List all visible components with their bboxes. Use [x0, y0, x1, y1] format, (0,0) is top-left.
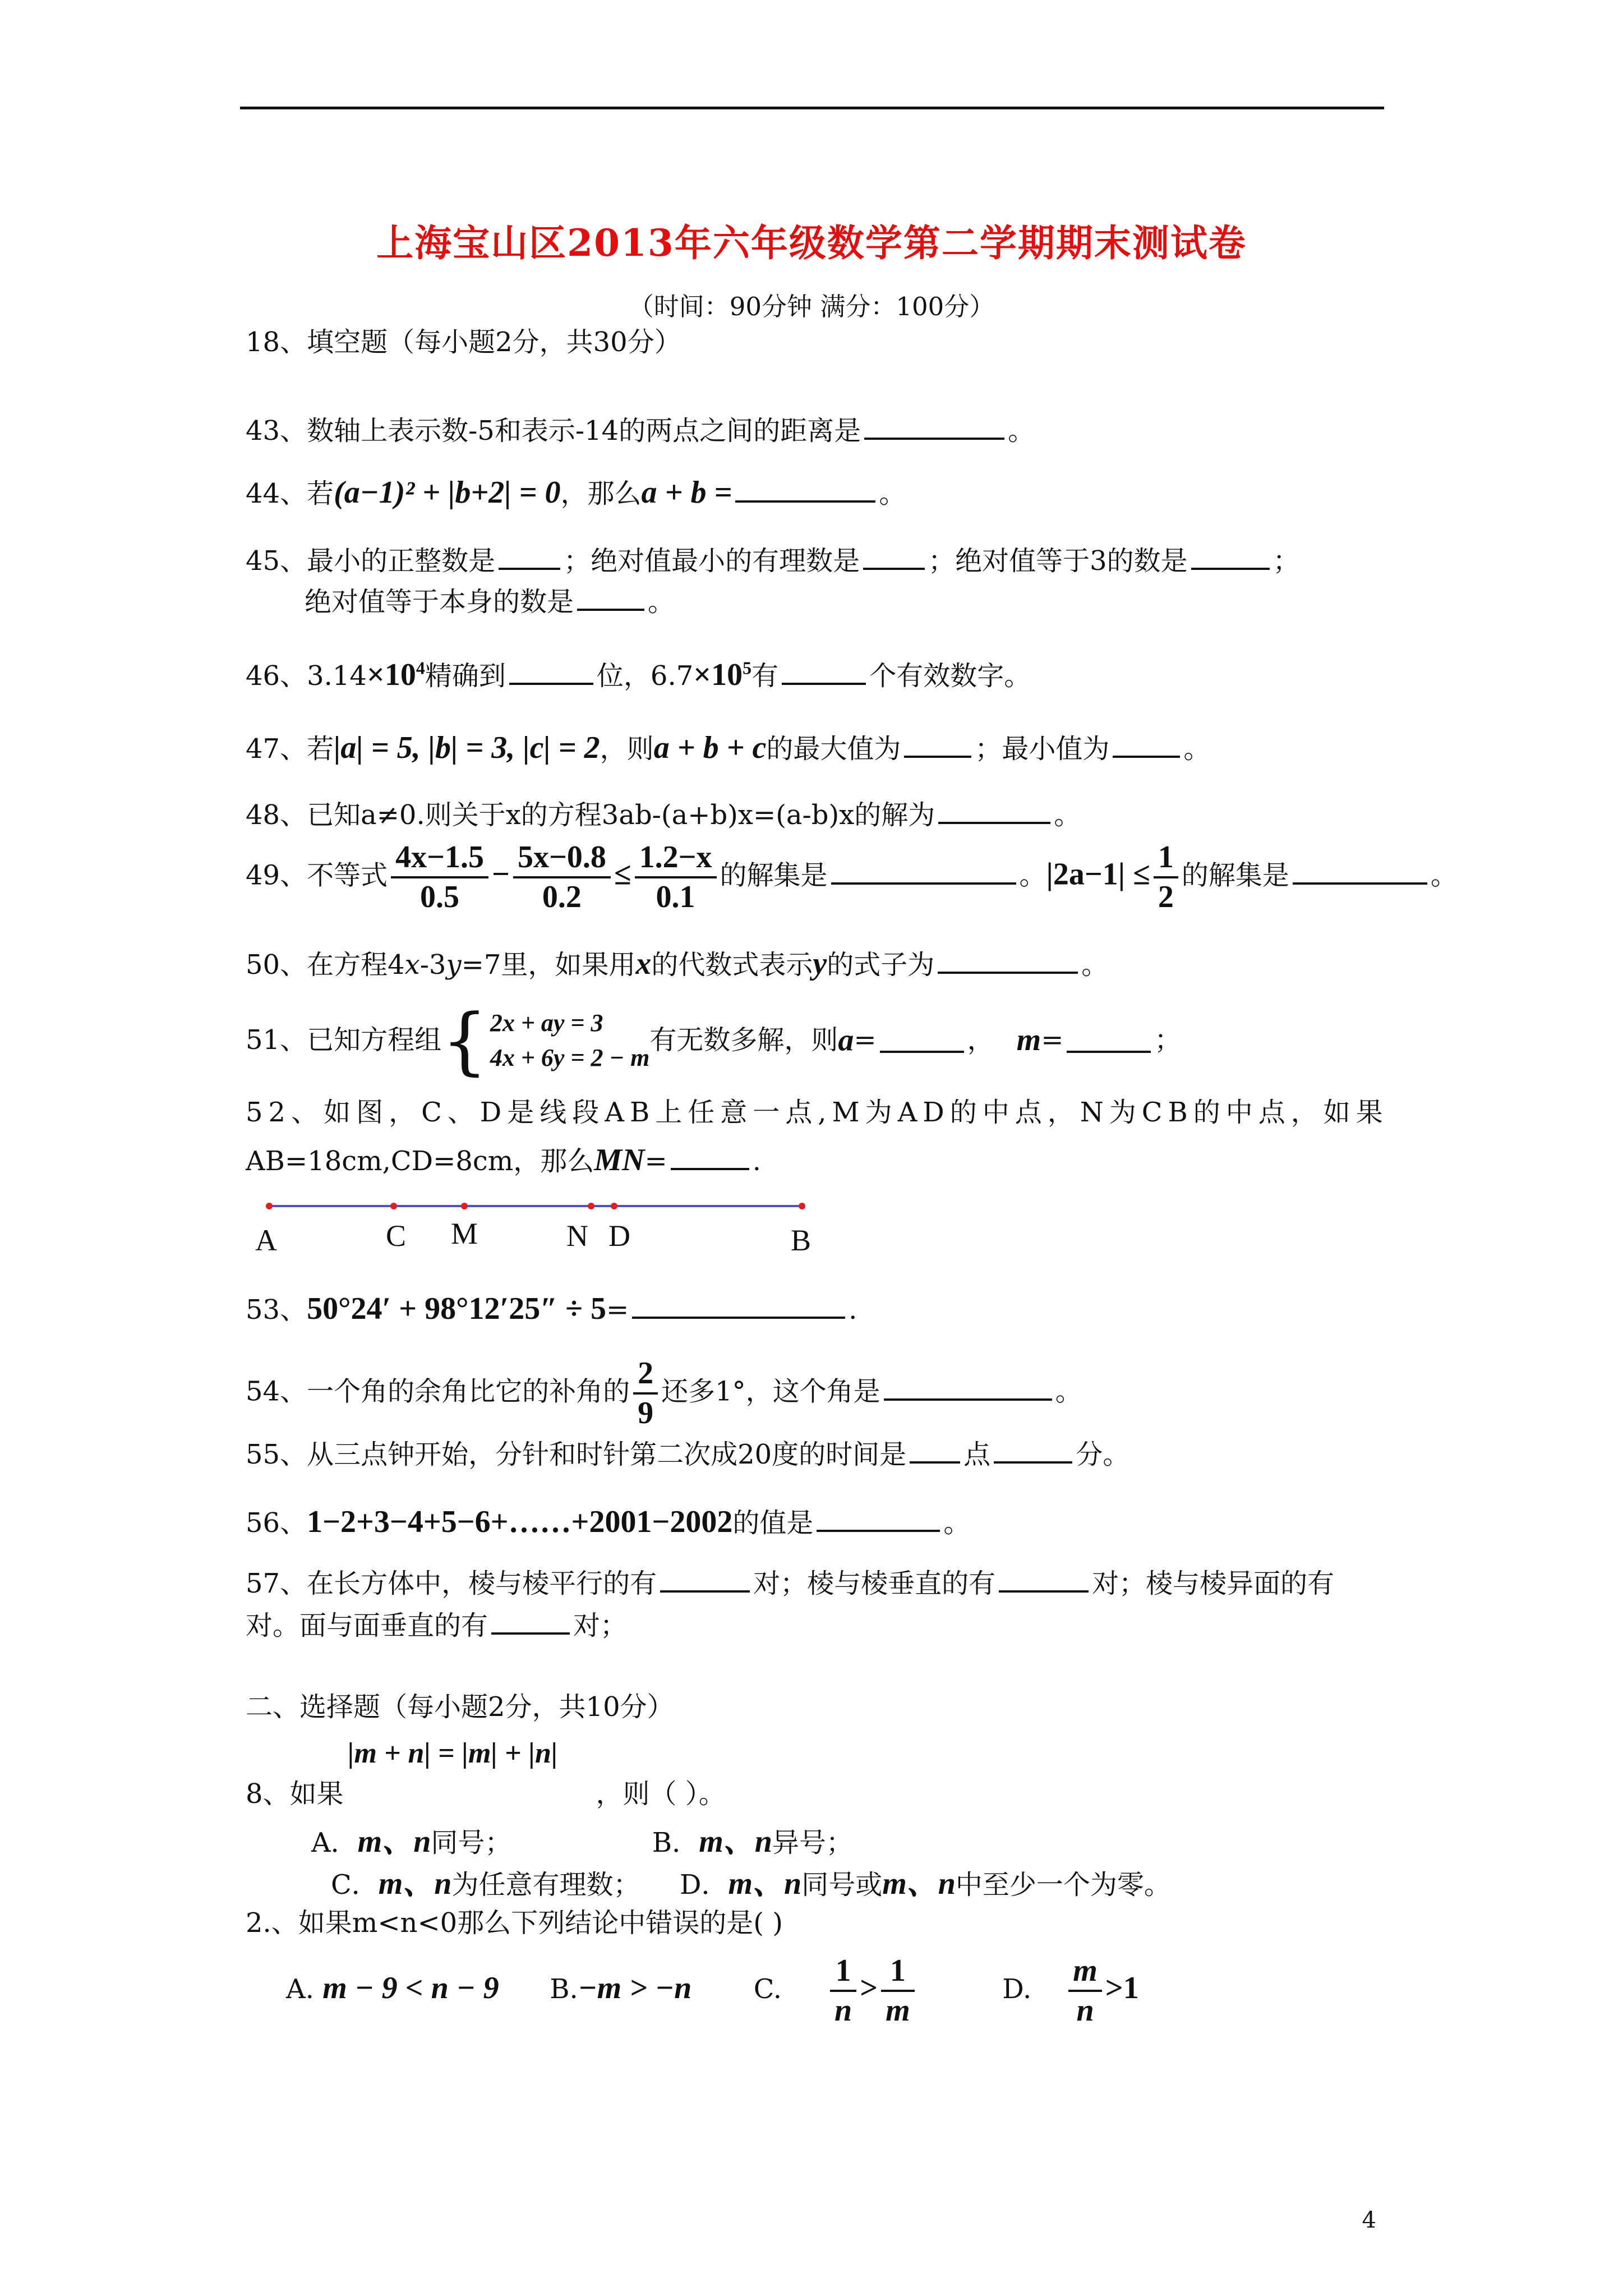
- question-55: 55、从三点钟开始，分针和时针第二次成20度的时间是 点 分。: [246, 1439, 1130, 1470]
- answer-blank[interactable]: [1067, 1028, 1151, 1053]
- point-label: M: [451, 1217, 478, 1250]
- point-a: [266, 1203, 273, 1209]
- option-a[interactable]: A. m − 9 < n − 9: [286, 1970, 499, 2005]
- answer-blank[interactable]: [817, 1507, 940, 1532]
- question-43: 43、数轴上表示数-5和表示-14的两点之间的距离是 。: [246, 415, 1035, 447]
- page-number: 4: [1362, 2207, 1376, 2233]
- fraction: $\frac{1}{m}$: [881, 1952, 915, 2030]
- point-n: [588, 1203, 594, 1209]
- answer-blank[interactable]: [671, 1145, 749, 1170]
- answer-blank[interactable]: [782, 660, 866, 685]
- section2-heading: 二、选择题（每小题2分，共10分）: [246, 1691, 674, 1723]
- question-53: 53、50°24′ + 98°12′25″ ÷ 5= .: [246, 1291, 857, 1326]
- question-45: 45、最小的正整数是 ；绝对值最小的有理数是 ；绝对值等于3的数是 ；: [246, 545, 1300, 577]
- fraction: $\frac{5x-0.8}{0.2}$: [513, 839, 611, 916]
- question-48: 48、已知a≠0.则关于x的方程3ab-(a+b)x=(a-b)x的解为 。: [246, 799, 1081, 831]
- option-b[interactable]: B．m、n异号；: [652, 1824, 853, 1859]
- question-57: 57、在长方体中，棱与棱平行的有 对；棱与棱垂直的有 对；棱与棱异面的有: [246, 1568, 1335, 1599]
- q2-options: [286, 1952, 1139, 2030]
- answer-blank[interactable]: [994, 1439, 1072, 1464]
- option-d[interactable]: D. $\frac{m}{n}$ >1: [1002, 1973, 1139, 2005]
- q8-options-row2: [331, 1865, 1171, 1903]
- equation-system: 2x + ay = 3 4x + 6y = 2 − m: [490, 1009, 650, 1071]
- answer-blank[interactable]: [499, 545, 560, 570]
- fraction: $\frac{2}{9}$: [633, 1355, 658, 1432]
- point-d: [611, 1203, 617, 1209]
- question-49: 49、不等式 $\frac{4x-1.5}{0.5}$ − $\frac{5x-0.8}{0.2}$ ≤ $\frac{1.2-x}{0.1}$ 的解集是 。|2a−1| ≤ $\frac{1}{2}$ 的解集是 。: [246, 839, 1458, 916]
- answer-blank[interactable]: [938, 799, 1050, 824]
- point-label: N: [566, 1219, 588, 1253]
- answer-blank[interactable]: [1113, 733, 1180, 758]
- option-a[interactable]: A．m、n同号；: [311, 1824, 512, 1859]
- answer-blank[interactable]: [491, 1610, 570, 1635]
- answer-blank[interactable]: [1293, 860, 1427, 885]
- answer-blank[interactable]: [999, 1568, 1089, 1593]
- answer-blank[interactable]: [1191, 545, 1270, 570]
- fraction: $\frac{1}{n}$: [830, 1952, 856, 2030]
- question-46: 46、$3.14\times 10^4$精确到 位，$6.7\times 10^5$有 个有效数字。: [246, 657, 1031, 692]
- question-45-line2: 绝对值等于本身的数是 。: [305, 586, 675, 618]
- option-c[interactable]: C. $\frac{1}{n}$ > $\frac{1}{m}$: [754, 1973, 918, 2005]
- answer-blank[interactable]: [509, 660, 593, 685]
- exam-info: （时间：90分钟 满分：100分）: [628, 292, 995, 321]
- question-2: 2.、如果m<n<0那么下列结论中错误的是( ): [246, 1907, 783, 1939]
- line-segment-figure: [247, 1195, 830, 1217]
- question-8: 8、如果 ，则（ ）。: [246, 1778, 726, 1810]
- answer-blank[interactable]: [938, 949, 1078, 974]
- point-label: A: [255, 1223, 277, 1257]
- point-label: B: [791, 1223, 811, 1257]
- option-d[interactable]: D．m、n同号或m、n中至少一个为零。: [679, 1866, 1171, 1901]
- q8-condition-expr: |m + n| = |m| + |n|: [348, 1737, 558, 1769]
- answer-blank[interactable]: [632, 1294, 845, 1319]
- answer-blank[interactable]: [660, 1568, 750, 1593]
- question-52: 52、如图，C、D是线段AB上任意一点,M为AD的中点，N为CB的中点，如果: [246, 1097, 1389, 1128]
- point-b: [799, 1203, 805, 1209]
- page-title: 上海宝山区2013年六年级数学第二学期期末测试卷: [376, 221, 1247, 265]
- answer-blank[interactable]: [863, 545, 925, 570]
- question-57-line2: 对。面与面垂直的有 对；: [246, 1610, 628, 1641]
- fraction: $\frac{m}{n}$: [1068, 1952, 1102, 2030]
- question-52-line2: AB=18cm,CD=8cm，那么MN= .: [246, 1143, 761, 1177]
- answer-blank[interactable]: [910, 1439, 960, 1464]
- option-c[interactable]: C．m、n为任意有理数；: [331, 1866, 640, 1901]
- section1-heading: 18、填空题（每小题2分，共30分）: [246, 326, 681, 358]
- option-b[interactable]: B.−m > −n: [550, 1970, 692, 2005]
- answer-blank[interactable]: [880, 1028, 964, 1053]
- q8-options-row1: [311, 1823, 853, 1861]
- answer-blank[interactable]: [577, 586, 644, 611]
- question-50: 50、在方程4x-3y=7里，如果用x的代数式表示y的式子为 。: [246, 946, 1109, 981]
- question-54: 54、一个角的余角比它的补角的 $\frac{2}{9}$ 还多1°，这个角是 。: [246, 1355, 1082, 1432]
- answer-blank[interactable]: [904, 733, 971, 758]
- point-m: [461, 1203, 468, 1209]
- point-c: [390, 1203, 397, 1209]
- point-label: D: [608, 1219, 630, 1253]
- answer-blank[interactable]: [864, 415, 1004, 440]
- question-47: 47、若|a| = 5, |b| = 3, |c| = 2，则a + b + c的最大值为 ；最小值为 。: [246, 730, 1211, 765]
- question-51: 51、已知方程组{ 2x + ay = 3 4x + 6y = 2 − m 有无数多解，则a= ， m= ；: [246, 998, 1182, 1083]
- question-56: 56、1−2+3−4+5−6+……+2001−2002的值是 。: [246, 1504, 971, 1539]
- answer-blank[interactable]: [884, 1376, 1052, 1401]
- point-label: C: [386, 1219, 407, 1253]
- answer-blank[interactable]: [831, 860, 1016, 885]
- question-44: 44、若(a−1)² + |b+2| = 0，那么a + b = 。: [246, 475, 906, 510]
- fraction: $\frac{1}{2}$: [1154, 839, 1178, 916]
- fraction: $\frac{4x-1.5}{0.5}$: [391, 839, 488, 916]
- fraction: $\frac{1.2-x}{0.1}$: [635, 839, 717, 916]
- left-brace: {: [441, 998, 488, 1083]
- header-rule: [240, 107, 1384, 109]
- answer-blank[interactable]: [735, 478, 875, 503]
